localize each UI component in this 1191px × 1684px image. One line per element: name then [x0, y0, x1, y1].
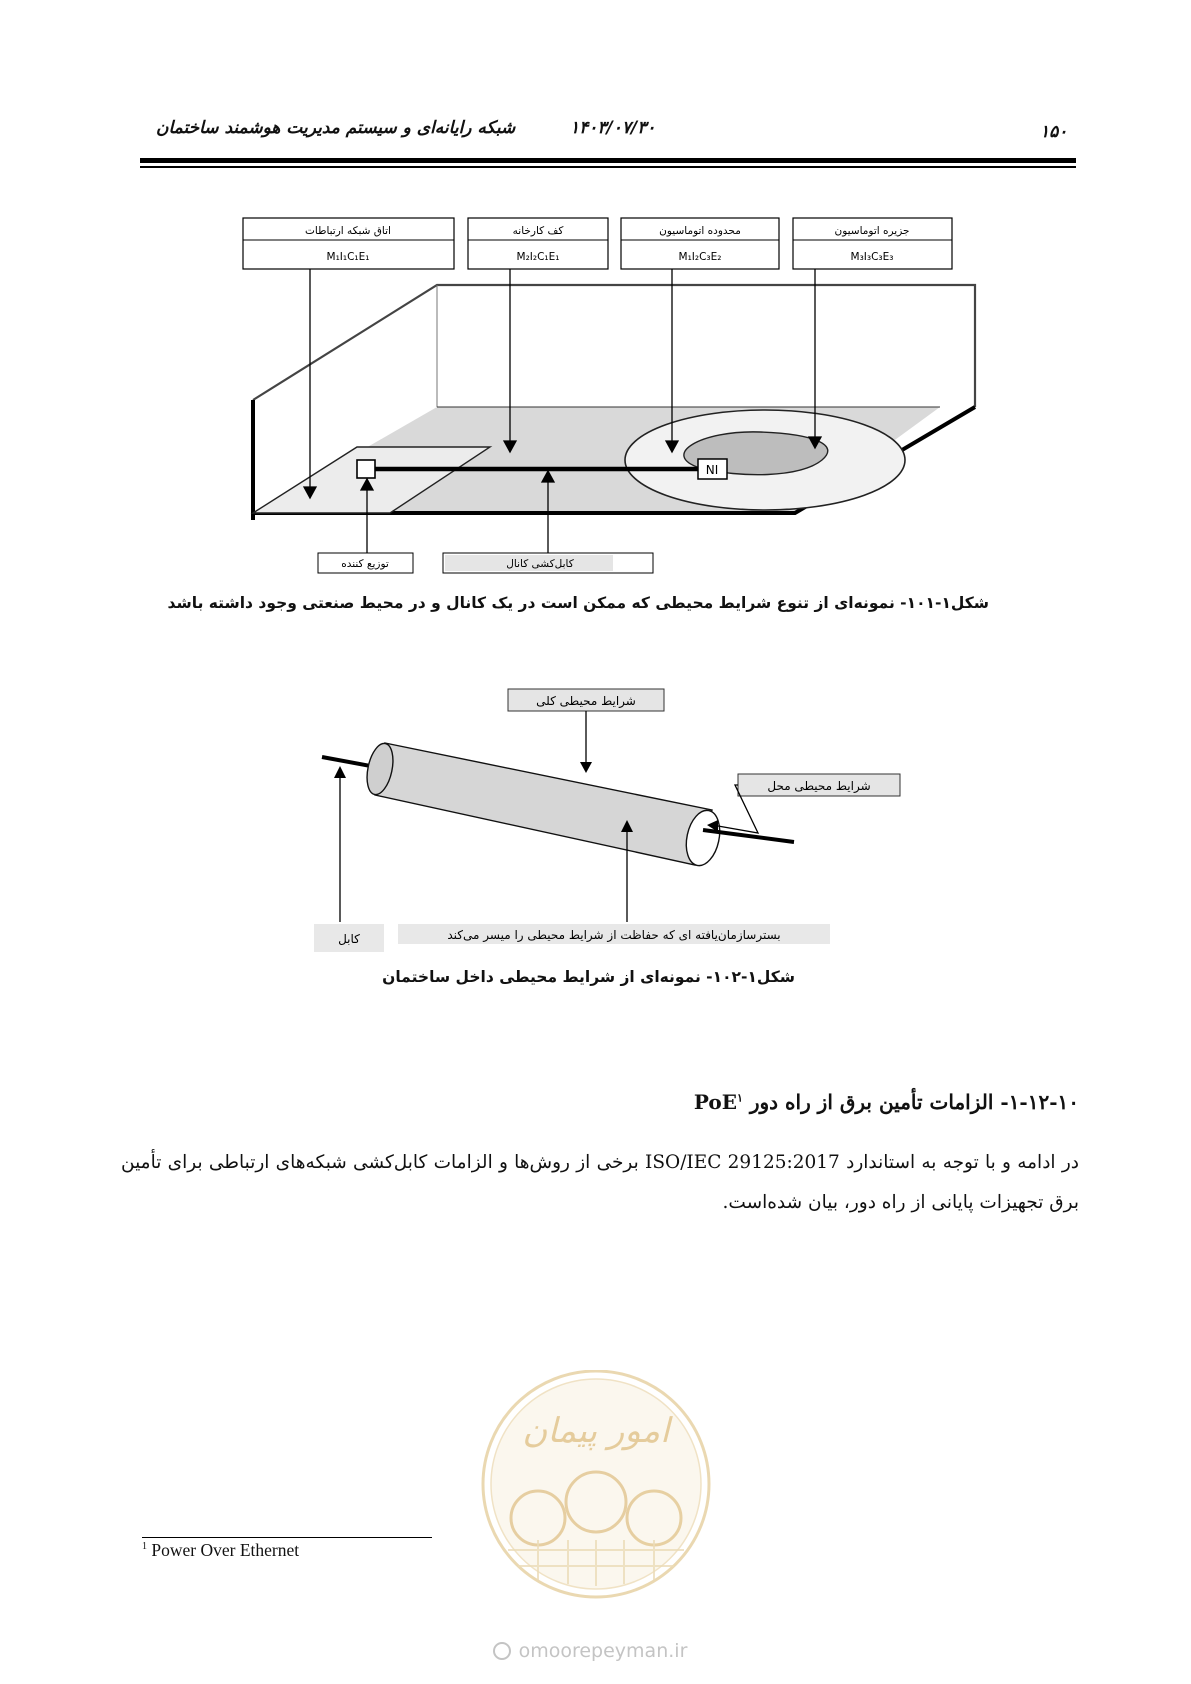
footnote-reference: ۱	[736, 1091, 743, 1105]
section-heading-text: ۱-۱۲-۱۰- الزامات تأمین برق از راه دور	[749, 1090, 1079, 1114]
watermark-logo-text: امور پیمان	[522, 1411, 670, 1451]
general-env-arrow	[580, 762, 592, 773]
distributor-label-box	[318, 553, 413, 573]
cable-label: کابل	[338, 932, 360, 946]
section-heading	[694, 1090, 1079, 1114]
cabling-channel-label-box	[443, 553, 653, 573]
automation-island-code: M₃I₃C₃E₃	[850, 251, 894, 263]
figure-102-caption: شکل۱-۱۰۲- نمونه‌ای از شرایط محیطی داخل ساختمان	[382, 968, 795, 986]
telecom-room-code: M₁I₁C₁E₁	[326, 251, 370, 263]
footnote-mark: 1	[142, 1541, 147, 1553]
distributor-label: توزیع کننده	[341, 558, 389, 570]
distributor-box	[357, 460, 375, 478]
label-box-factory-floor	[468, 218, 608, 269]
organized-bed-label: بسترسازمان‌یافته ای که حفاظت از شرایط محیطی را میسر می‌کند	[447, 928, 781, 942]
telecom-room-title: اتاق شبکه ارتباطات	[305, 225, 391, 237]
cabling-channel-label: کابل‌کشی کانال	[506, 558, 574, 570]
label-box-automation-island	[793, 218, 952, 269]
automation-zone-code: M₁I₂C₃E₂	[678, 251, 722, 263]
ni-label: NI	[705, 463, 719, 477]
general-env-box	[508, 689, 664, 711]
local-env-box	[738, 774, 900, 796]
conduit-body	[375, 743, 712, 865]
cable-label-box	[314, 924, 384, 952]
cable-arrow	[334, 766, 346, 778]
footnote-text: Power Over Ethernet	[151, 1540, 300, 1560]
factory-floor-title: کف کارخانه	[512, 225, 564, 237]
body-paragraph: در ادامه و با توجه به استاندارد ISO/IEC 29125:2017 برخی از روش‌ها و الزامات کابل‌کشی شبکه‌های ارتباطی برای تأمین برق تجهیزات پایانی از راه دور، بیان شده‌است.	[121, 1152, 1080, 1213]
header-book-title: شبکه رایانه‌ای و سیستم مدیریت هوشمند ساختمان	[156, 118, 516, 138]
factory-floor-code: M₂I₂C₁E₁	[516, 251, 560, 263]
local-env-label: شرایط محیطی محل	[767, 779, 871, 793]
footnote	[142, 1540, 299, 1561]
section-heading-term: PoE	[693, 1090, 737, 1114]
automation-island-title: جزیره اتوماسیون	[834, 225, 910, 237]
automation-zone-title: محدوده اتوماسیون	[659, 225, 741, 237]
page-number: ۱۵۰	[1040, 122, 1068, 142]
header-date: ۱۴۰۳/۰۷/۳۰	[570, 118, 656, 138]
figure-101-caption: شکل۱-۱۰۱- نمونه‌ای از تنوع شرایط محیطی که ممکن است در یک کانال و در محیط صنعتی وجود داشته باشد	[167, 594, 989, 612]
watermark-logo	[478, 1370, 714, 1670]
label-box-telecom-room	[243, 218, 454, 269]
organized-bed-label-box	[398, 924, 830, 944]
figure-102-diagram	[0, 670, 1191, 960]
general-env-label: شرایط محیطی کلی	[536, 694, 636, 708]
watermark-url: omoorepeyman.ir	[518, 1640, 688, 1662]
back-wall	[253, 285, 975, 407]
label-box-automation-zone	[621, 218, 779, 269]
figure-101-diagram	[0, 0, 1191, 600]
footnote-rule	[142, 1537, 432, 1538]
